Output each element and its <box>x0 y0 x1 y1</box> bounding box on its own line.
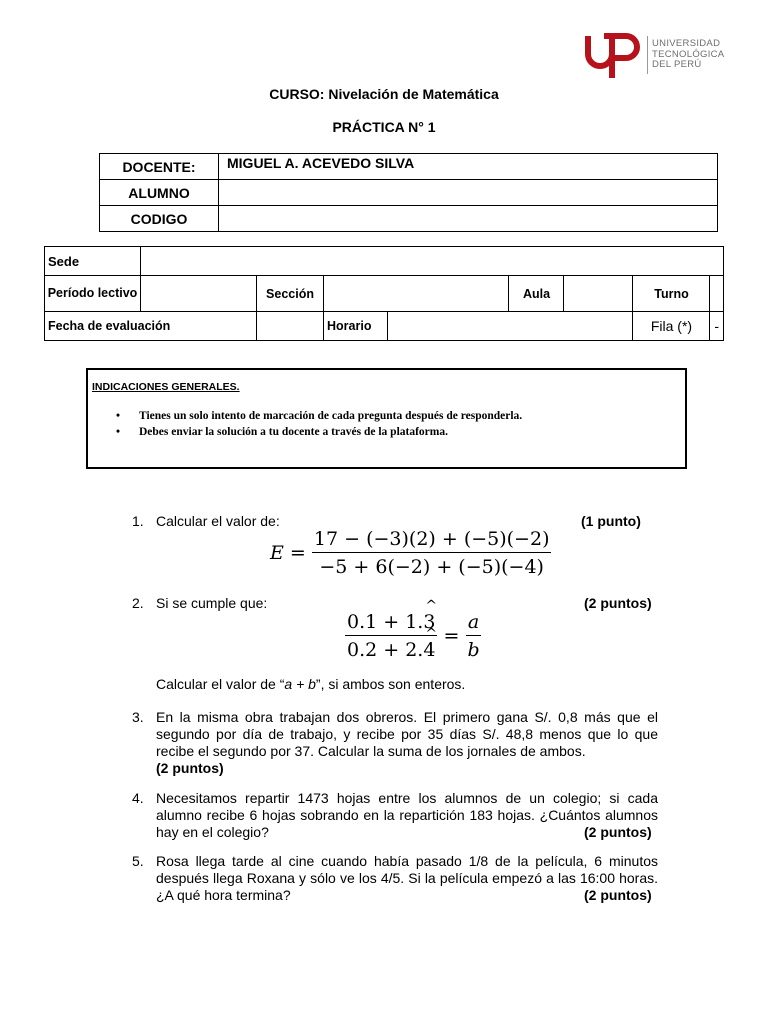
formula-2-numerator <box>345 611 437 636</box>
alumno-label: ALUMNO <box>100 180 219 206</box>
docente-label: DOCENTE: <box>100 154 219 180</box>
formula-fraction-left <box>345 611 437 661</box>
codigo-label: CODIGO <box>100 206 219 232</box>
question-5-text: Rosa llega tarde al cine cuando había pasado 1/8 de la película, 6 minutos después llega Roxana y sólo ve los 4/5. Si la película empezó a las 16:00 horas. ¿A qué hora termina? <box>156 853 658 903</box>
question-5-points: (2 puntos) <box>584 887 652 903</box>
seccion-field[interactable] <box>324 276 509 312</box>
question-2-text: Si se cumple que: <box>156 595 268 611</box>
periodic-digit: 3 ^ <box>423 611 435 633</box>
question-1-text: Calcular el valor de: <box>156 513 280 529</box>
turno-label: Turno <box>633 276 710 312</box>
question-3-number: 3. <box>132 709 144 725</box>
formula-equals: = <box>443 625 460 647</box>
question-4-number: 4. <box>132 790 144 806</box>
practice-title: PRÁCTICA N° 1 <box>332 119 436 135</box>
question-5-number: 5. <box>132 853 144 869</box>
horario-field[interactable] <box>388 312 633 341</box>
logo-line-1: UNIVERSIDAD <box>652 38 721 49</box>
denominator-text: 0.2 + 2. <box>347 639 424 661</box>
fraction-b: b <box>467 639 480 661</box>
logo-line-2: TECNOLÓGICA <box>652 48 725 60</box>
periodo-field[interactable] <box>141 276 257 312</box>
followup-variable: a + b <box>284 676 316 692</box>
aula-field[interactable] <box>564 276 633 312</box>
codigo-field[interactable] <box>219 206 718 232</box>
seccion-label: Sección <box>257 276 324 312</box>
formula-lhs: E = <box>270 542 306 564</box>
indication-item-1: Tienes un solo intento de marcación de cada pregunta después de responderla. <box>139 410 523 422</box>
sede-field[interactable] <box>141 247 724 276</box>
formula-fraction <box>312 528 552 578</box>
logo-text <box>652 39 724 71</box>
course-title: CURSO: Nivelación de Matemática <box>269 86 499 102</box>
question-3-text <box>156 709 658 777</box>
utp-logo-mark <box>582 30 642 82</box>
bullet-icon: • <box>116 410 121 422</box>
details-table <box>44 246 724 341</box>
fraction-a: a <box>466 611 481 636</box>
numerator-text: 0.1 + 1. <box>347 611 424 633</box>
question-2-number: 2. <box>132 595 144 611</box>
indication-item-2: Debes enviar la solución a tu docente a través de la plataforma. <box>139 426 448 438</box>
alumno-field[interactable] <box>219 180 718 206</box>
question-1-points: (1 punto) <box>581 513 641 529</box>
student-info-table <box>99 153 718 232</box>
horario-label: Horario <box>324 312 388 341</box>
fecha-label: Fecha de evaluación <box>45 312 257 341</box>
formula-numerator: 17 − (−3)(2) + (−5)(−2) <box>312 528 552 553</box>
followup-post: ”, si ambos son enteros. <box>315 676 466 692</box>
bullet-icon: • <box>116 426 121 438</box>
fila-label: Fila (*) <box>633 312 710 341</box>
followup-pre: Calcular el valor de “ <box>156 676 285 692</box>
question-3-points: (2 puntos) <box>156 760 224 776</box>
fecha-field[interactable] <box>257 312 324 341</box>
question-4-text: Necesitamos repartir 1473 hojas entre los alumnos de un colegio; si cada alumno recibe 6 hojas sobrando en la repartición 183 hojas. ¿Cuántos alumnos hay en el colegio? <box>156 790 658 840</box>
periodic-digit: 4 ^ <box>423 639 435 661</box>
fila-value: - <box>710 312 724 341</box>
sede-label: Sede <box>45 247 141 276</box>
docente-value: MIGUEL A. ACEVEDO SILVA <box>219 154 718 180</box>
logo-line-3: DEL PERÚ <box>652 59 702 70</box>
question-3-body: En la misma obra trabajan dos obreros. El primero gana S/. 0,8 más que el segundo por día de trabajo, y recibe por 35 días S/. 48,8 menos que lo que recibe el segundo por 37. Calcular la suma de los jornales de ambos. <box>156 709 658 759</box>
formula-2-denominator <box>345 636 437 661</box>
formula-denominator: −5 + 6(−2) + (−5)(−4) <box>319 556 544 578</box>
question-2-followup <box>156 676 465 693</box>
question-2-formula <box>345 611 482 661</box>
question-2-points: (2 puntos) <box>584 595 652 611</box>
question-4-points: (2 puntos) <box>584 824 652 840</box>
aula-label: Aula <box>509 276 564 312</box>
turno-field[interactable] <box>710 276 724 312</box>
formula-fraction-right <box>465 611 481 661</box>
question-1-number: 1. <box>132 513 144 529</box>
question-1-formula <box>270 528 551 578</box>
logo-divider <box>647 36 648 74</box>
periodo-label: Período lectivo <box>45 276 141 312</box>
indications-title: INDICACIONES GENERALES. <box>92 381 240 393</box>
